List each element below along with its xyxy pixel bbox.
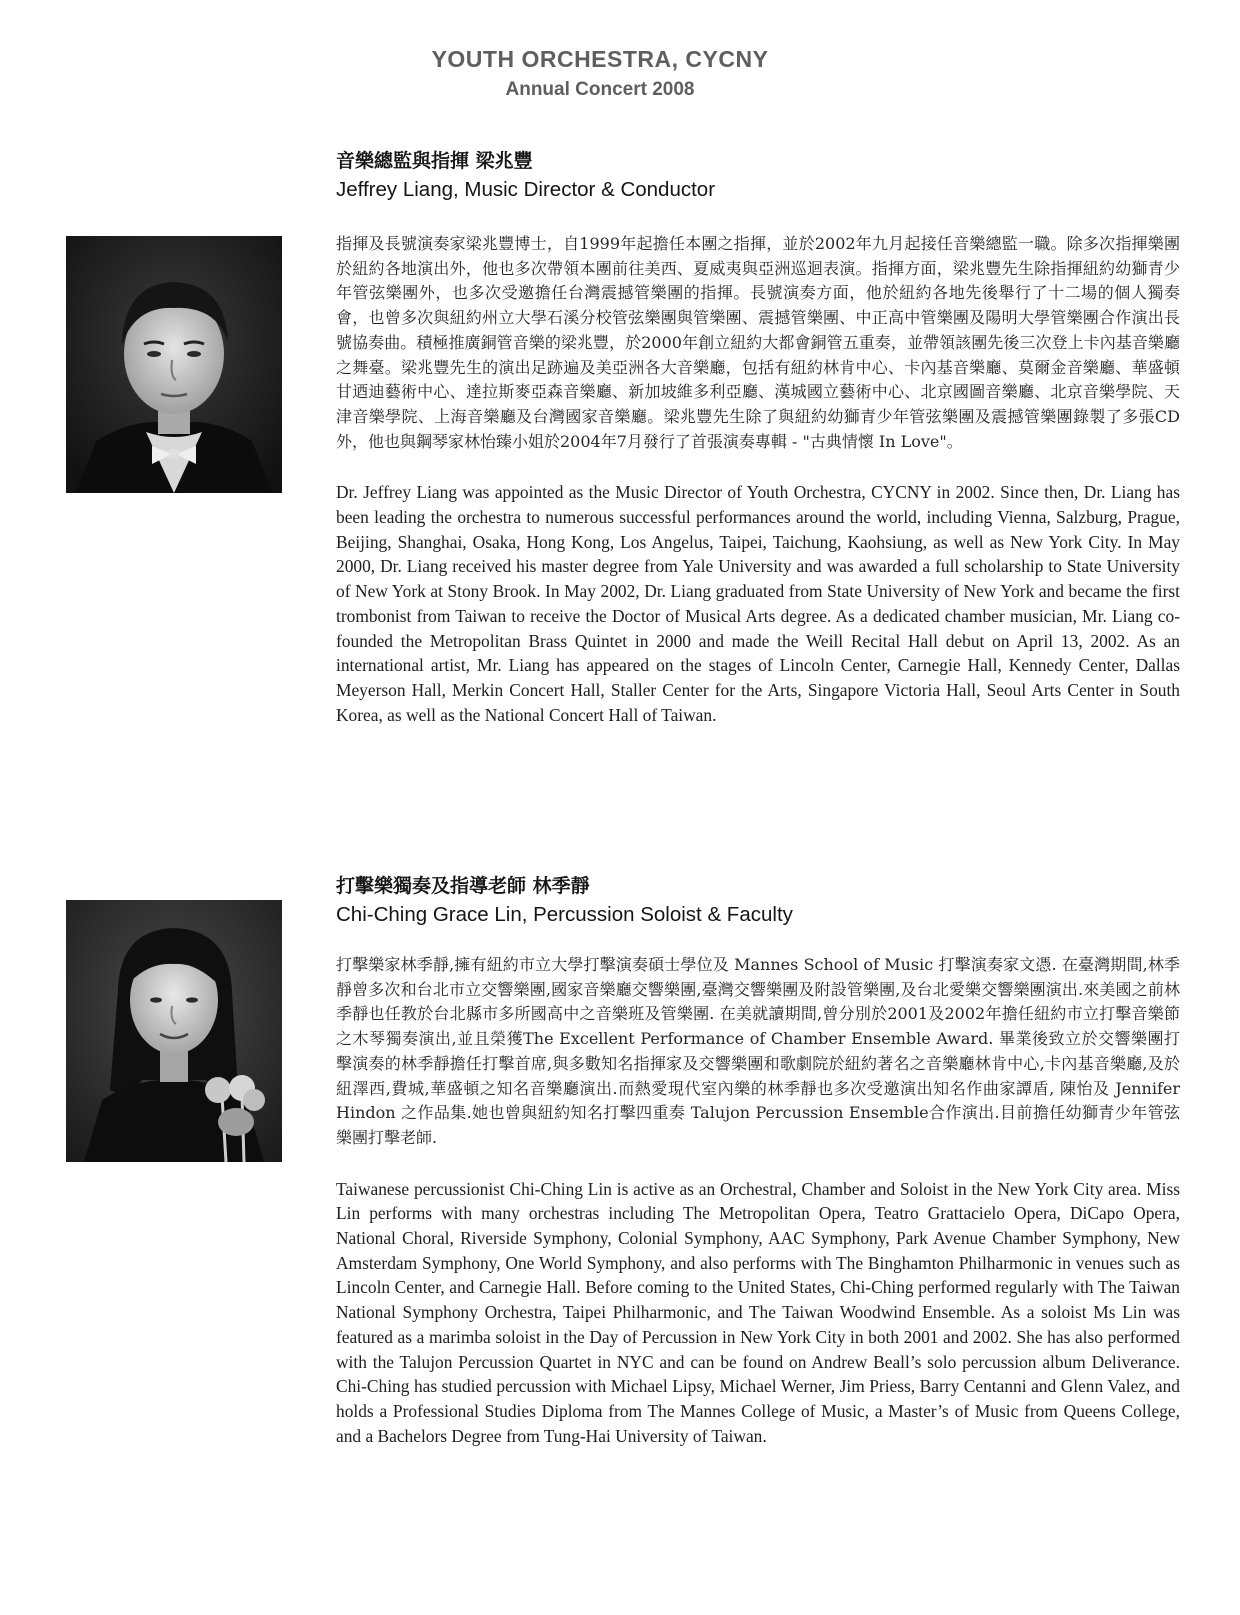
portrait-photo-lin	[66, 900, 282, 1162]
bio-paragraph-en: Taiwanese percussionist Chi-Ching Lin is active as an Orchestral, Chamber and Soloist in the New York City area. Miss Lin performs with many orchestras including The Metropolitan Opera, Teatro Grattacielo Opera, DiCapo Opera, National Choral, Riverside Symphony, Colonial Symphony, AAC Symphony, Park Avenue Chamber Symphony, New Amsterdam Symphony, One World Symphony, and also performs with The Binghamton Philharmonic in venues such as Lincoln Center, and Carnegie Hall. Before coming to the United States, Chi-Ching performed regularly with The Taiwan National Symphony Orchestra, Taipei Philharmonic, and The Taiwan Woodwind Ensemble. As a soloist Ms Lin was featured as a marimba soloist in the Day of Percussion in New York City in both 2001 and 2002. She has also performed with the Talujon Percussion Quartet in NYC and can be found on Andrew Beall’s solo percussion album Deliverance. Chi-Ching has studied percussion with Michael Lipsy, Michael Werner, Jim Priess, Barry Centanni and Glenn Valez, and holds a Professional Studies Diploma from The Mannes College of Music, a Master’s of Music from Queens College, and a Bachelors Degree from Tung-Hai University of Taiwan.	[336, 1178, 1180, 1446]
bio-name-zh: 音樂總監與指揮 梁兆豐	[336, 150, 533, 172]
bio-content-lin	[336, 873, 1180, 1448]
bio-name-en: Jeffrey Liang, Music Director & Conductor	[336, 178, 716, 201]
page-title: YOUTH ORCHESTRA, CYCNY	[431, 46, 769, 72]
bio-paragraph-en: Dr. Jeffrey Liang was appointed as the Music Director of Youth Orchestra, CYCNY in 2002. Since then, Dr. Liang has been leading the orchestra to numerous successful performances around the world, including Vienna, Salzburg, Prague, Beijing, Shanghai, Osaka, Hong Kong, Los Angelus, Taipei, Taichung, Kaohsiung, as well as New York City. In May 2000, Dr. Liang received his master degree from Yale University and was awarded a full scholarship to State University of New York at Stony Brook. In May 2002, Dr. Liang graduated from State University of New York and became the first trombonist from Taiwan to receive the Doctor of Musical Arts degree. As a dedicated chamber musician, Mr. Liang co-founded the Metropolitan Brass Quintet in 2000 and made the Weill Recital Hall debut on April 13, 2002. As an international artist, Mr. Liang has appeared on the stages of Lincoln Center, Carnegie Hall, Kennedy Center, Dallas Meyerson Hall, Merkin Concert Hall, Staller Center for the Arts, Singapore Victoria Hall, Seoul Arts Center in South Korea, as well as the National Concert Hall of Taiwan.	[336, 482, 1180, 725]
page-subtitle: Annual Concert 2008	[505, 79, 695, 100]
bio-content-liang	[336, 148, 1180, 727]
page-header	[0, 44, 1200, 104]
portrait-photo-liang	[66, 236, 282, 493]
bio-paragraph-zh: 指揮及長號演奏家梁兆豐博士，自1999年起擔任本團之指揮，並於2002年九月起接任音樂總監一職。除多次指揮樂團於紐約各地演出外，他也多次帶領本團前往美西、夏威夷與亞洲巡迴表演。指揮方面，梁兆豐先生除指揮紐約幼獅青少年管弦樂團外，也多次受邀擔任台灣震撼管樂團的指揮。長號演奏方面，他於紐約各地先後舉行了十二場的個人獨奏會，也曾多次與紐約州立大學石溪分校管弦樂團與管樂團、震撼管樂團、中正高中管樂團及陽明大學管樂團合作演出長號協奏曲。積極推廣銅管音樂的梁兆豐，於2000年創立紐約大都會銅管五重奏，並帶領該團先後三次登上卡內基音樂廳之舞臺。梁兆豐先生的演出足跡遍及美亞洲各大音樂廳，包括有紐約林肯中心、卡內基音樂廳、莫爾金音樂廳、華盛頓甘迺迪藝術中心、達拉斯麥亞森音樂廳、新加坡維多利亞廳、漢城國立藝術中心、北京國圖音樂廳、北京音樂學院、天津音樂學院、上海音樂廳及台灣國家音樂廳。梁兆豐先生除了與紐約幼獅青少年管弦樂團及震撼管樂團錄製了多張CD外，他也與鋼琴家林怡臻小姐於2004年7月發行了首張演奏專輯 - "古典情懷 In Love"。	[336, 234, 1180, 451]
bio-name-zh: 打擊樂獨奏及指導老師 林季靜	[336, 875, 590, 897]
bio-paragraph-zh: 打擊樂家林季靜,擁有紐約市立大學打擊演奏碩士學位及 Mannes School of Music 打擊演奏家文憑. 在臺灣期間,林季靜曾多次和台北市立交響樂團,國家音樂廳交響樂團,臺灣交響樂團及附設管樂團,及台北愛樂交響樂團演出.來美國之前林季靜也任教於台北縣市多所國高中之音樂班及管樂團. 在美就讀期間,曾分別於2001及2002年擔任紐約市立打擊音樂節之木琴獨奏演出,並且榮獲The Excellent Performance of Chamber Ensemble Award. 畢業後致立於交響樂團打擊演奏的林季靜擔任打擊首席,與多數知名指揮家及交響樂團和歌劇院於紐約著名之音樂廳林肯中心,卡內基音樂廳,及於紐澤西,費城,華盛頓之知名音樂廳演出.而熱愛現代室內樂的林季靜也多次受邀演出知名作曲家譚盾, 陳怡及 Jennifer Hindon 之作品集.她也曾與紐約知名打擊四重奏 Talujon Percussion Ensemble合作演出.目前擔任幼獅青少年管弦樂團打擊老師.	[336, 955, 1180, 1147]
bio-name-en: Chi-Ching Grace Lin, Percussion Soloist & Faculty	[336, 903, 793, 926]
